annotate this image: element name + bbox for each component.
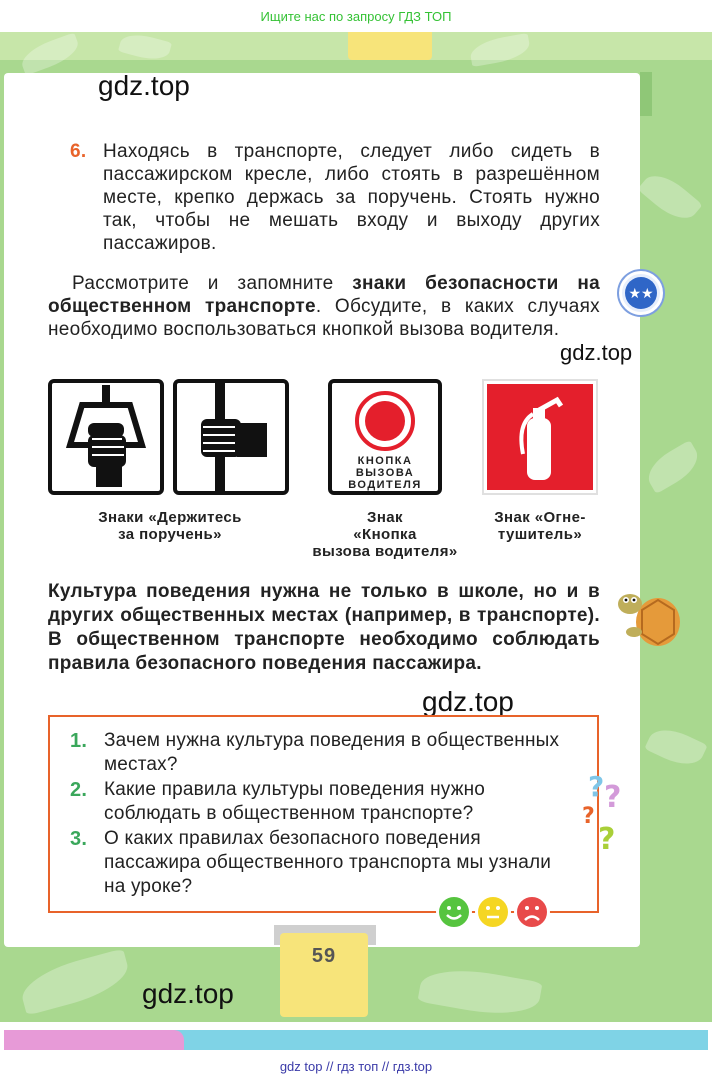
intro-text-2: . Обсудите, в каких случаях необходимо воспользоваться кнопкой вызова водителя. [48, 296, 600, 340]
fire-extinguisher-icon [487, 384, 593, 490]
sad-smiley-icon [514, 894, 550, 930]
watermark: gdz.top [560, 340, 633, 365]
questions-box [48, 715, 599, 913]
page-number: 59 [280, 933, 368, 1017]
caption-fire-extinguisher [472, 509, 608, 543]
hold-handrail-vertical-sign [173, 379, 289, 495]
driver-button-label [332, 455, 438, 491]
question-item [70, 778, 570, 826]
top-banner: Ищите нас по запросу ГДЗ ТОП [260, 8, 452, 24]
driver-button-label-line: ВОДИТЕЛЯ [348, 479, 422, 491]
caption-line: «Кнопка [353, 526, 417, 543]
caption-line: за поручень» [118, 526, 222, 543]
question-item [70, 827, 570, 899]
item-6-text: Находясь в транспорте, следует либо сидеть в пассажирском кресле, либо стоять в разрешённом месте, крепко держась за поручень. Стоять нужно так, чтобы не мешать входу и выходу других пассажиров. [103, 141, 600, 254]
driver-button-label-line: КНОПКА [357, 455, 413, 467]
culture-paragraph: Культура поведения нужна не только в школе, но и в других общественных местах (например, в транспорте). В общественном транспорте необходимо соблюдать правила безопасного поведения пассажира. [48, 581, 600, 674]
question-text: О каких правилах безопасного поведения пассажира общественного транспорта мы узнали на уроке? [104, 828, 552, 897]
caption-line: вызова водителя» [312, 543, 458, 560]
driver-button-label-line: ВЫЗОВА [355, 467, 415, 479]
caption-line: Знак «Огне- [494, 509, 586, 526]
question-mark: ? [604, 780, 622, 815]
caption-line: Знак [367, 509, 403, 526]
turtle-character-icon [612, 582, 684, 654]
caption-line: Знаки «Держитесь [98, 509, 242, 526]
question-marks-icon [582, 770, 630, 860]
question-number: 3. [70, 828, 88, 850]
question-mark: ? [588, 770, 605, 803]
hold-handrail-overhead-sign [48, 379, 164, 495]
happy-smiley-icon [436, 894, 472, 930]
watermark: gdz.top [142, 978, 234, 1009]
watermark: gdz.top [98, 70, 190, 101]
watermark: gdz.top [422, 686, 514, 717]
bottom-banner: gdz top // гдз топ // гдз.top [0, 1050, 712, 1082]
hand-on-overhead-handrail-icon [52, 383, 160, 491]
driver-call-button-sign [328, 379, 442, 495]
item-6 [70, 140, 600, 255]
caption-handrail [60, 509, 280, 543]
next-page-strip [4, 1030, 708, 1050]
caption-line: тушитель» [497, 526, 583, 543]
question-mark: ? [598, 822, 616, 857]
question-mark: ? [582, 804, 595, 829]
question-item [70, 729, 570, 777]
sidebar-stripe [640, 72, 652, 116]
question-number: 1. [70, 730, 88, 752]
caption-driver-button [290, 509, 480, 560]
neutral-smiley-icon [475, 894, 511, 930]
item-6-number: 6. [70, 141, 87, 162]
intro-text-1: Рассмотрите и запомните [72, 273, 353, 294]
fire-extinguisher-sign [482, 379, 598, 495]
question-text: Зачем нужна культура поведения в общественных местах? [104, 730, 560, 775]
hand-on-vertical-handrail-icon [177, 383, 285, 491]
question-text: Какие правила культуры поведения нужно соблюдать в общественном транспорте? [104, 779, 486, 824]
star-badge-icon: ★★ [619, 271, 663, 315]
top-page-tab [348, 32, 432, 60]
question-number: 2. [70, 779, 88, 801]
signs-intro [48, 272, 600, 341]
intro-bold-text: знаки безопасности на общественном транспорте [48, 273, 600, 317]
